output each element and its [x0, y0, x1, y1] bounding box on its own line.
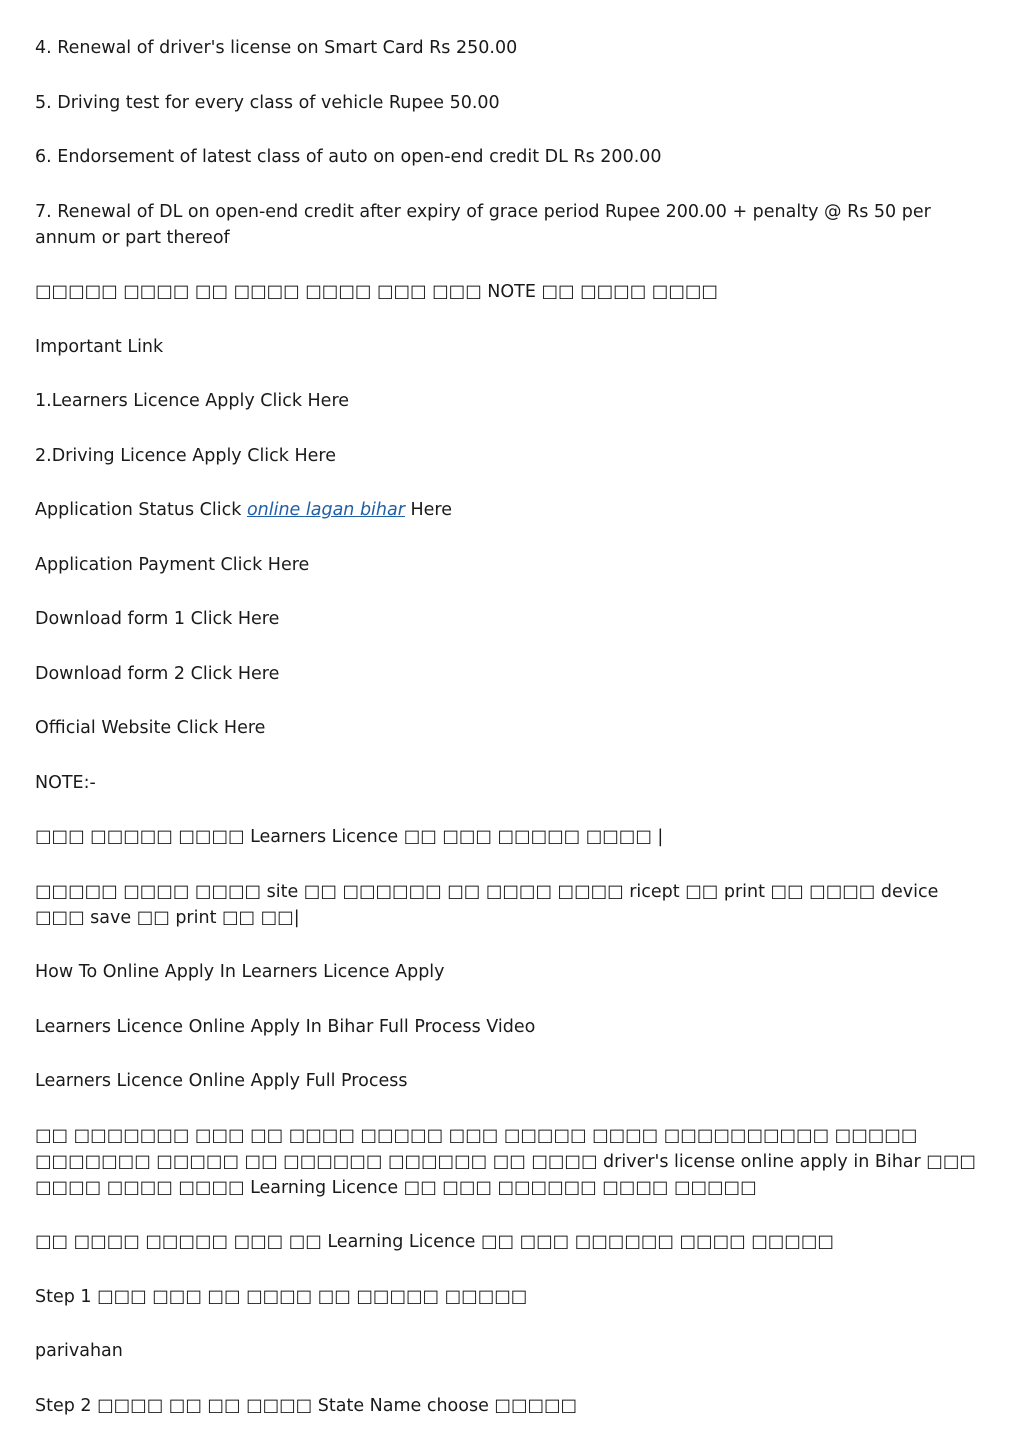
download-form-2-link[interactable]: Download form 2 Click Here — [35, 663, 280, 684]
note-line-1: □□□ □□□□□ □□□□ Learners Licence □□ □□□ □□□□□ □□□□ | — [35, 827, 664, 847]
fee-item-5: 5. Driving test for every class of vehicle Rupee 50.00 — [35, 92, 500, 113]
application-payment-link[interactable]: Application Payment Click Here — [35, 554, 310, 575]
fee-item-4: 4. Renewal of driver's license on Smart Card Rs 250.00 — [35, 38, 518, 58]
learners-licence-apply-link[interactable]: 1.Learners Licence Apply Click Here — [35, 391, 350, 411]
status-prefix: Application Status Click — [35, 500, 247, 520]
driving-licence-apply-link[interactable]: 2.Driving Licence Apply Click Here — [35, 445, 336, 466]
full-process-heading: Learners Licence Online Apply Full Process — [35, 1071, 408, 1091]
step-2: Step 2 □□□□ □□ □□ □□□□ State Name choose □□□□□ — [35, 1395, 578, 1416]
how-to-apply-heading: How To Online Apply In Learners Licence Apply — [35, 962, 445, 982]
parivahan-link[interactable]: parivahan — [35, 1341, 123, 1361]
step-1: Step 1 □□□ □□□ □□ □□□□ □□ □□□□□ □□□□□ — [35, 1286, 528, 1307]
intro-paragraph: □□ □□□□□□□ □□□ □□ □□□□ □□□□□ □□□ □□□□□ □□□□ □□□□□□□□□□ □□□□□ □□□□□□□ □□□□□ □□ □□□□□□ □□□□□□ □□ □□□□ driver's license online apply in Bihar □□□ □□□□ □□□□ □□□□ Learning Licence □□ □□□ □□□□□□ □□□□ □□□□□ — [35, 1125, 976, 1198]
process-video-heading: Learners Licence Online Apply In Bihar Full Process Video — [35, 1016, 536, 1037]
official-website-link[interactable]: Official Website Click Here — [35, 718, 266, 738]
document-page — [35, 35, 980, 1447]
note-heading: NOTE:- — [35, 772, 96, 793]
note-line-2: □□□□□ □□□□ □□□□ site □□ □□□□□□ □□ □□□□ □□□□ ricept □□ print □□ □□□□ device □□□ save □□ print □□ □□| — [35, 881, 939, 928]
fee-item-7: 7. Renewal of DL on open-end credit after expiry of grace period Rupee 200.00 + penalty @ Rs 50 per annum or part thereof — [35, 201, 931, 248]
download-form-1-link[interactable]: Download form 1 Click Here — [35, 609, 280, 629]
status-suffix: Here — [404, 500, 453, 520]
steps-intro-line: □□ □□□□ □□□□□ □□□ □□ Learning Licence □□ □□□ □□□□□□ □□□□ □□□□□ — [35, 1232, 834, 1252]
hindi-note-line: □□□□□ □□□□ □□ □□□□ □□□□ □□□ □□□ NOTE □□ □□□□ □□□□ — [35, 282, 718, 302]
online-lagan-bihar-link[interactable]: online lagan bihar — [246, 500, 405, 520]
application-status-line — [35, 497, 980, 523]
important-link-heading: Important Link — [35, 336, 164, 357]
fee-item-6: 6. Endorsement of latest class of auto on open-end credit DL Rs 200.00 — [35, 147, 662, 167]
